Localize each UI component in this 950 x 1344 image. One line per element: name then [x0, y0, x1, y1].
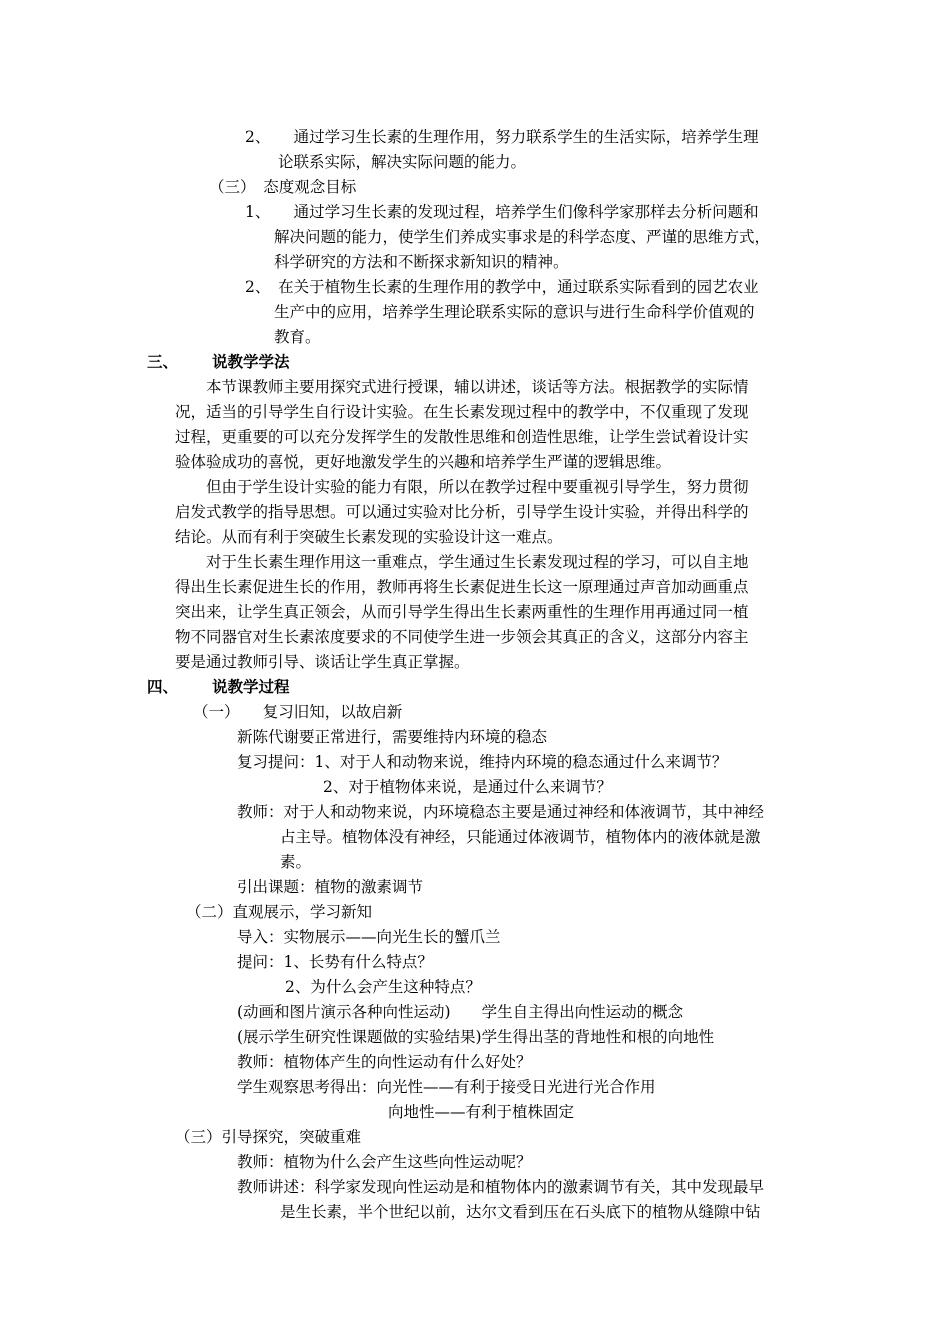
paragraph-1-line1: 本节课教师主要用探究式进行授课，辅以讲述，谈话等方法。根据教学的实际情: [206, 378, 749, 396]
subsection-3-line2: 教师讲述：科学家发现向性运动是和植物体内的激素调节有关，其中发现最早: [237, 1178, 765, 1196]
subsection-2-line5: (展示学生研究性课题做的实验结果)学生得出茎的背地性和根的向地性: [237, 1028, 715, 1046]
subsection-2-line1: 导入：实物展示——向光生长的蟹爪兰: [237, 928, 501, 946]
subsection-1-line1: 新陈代谢要正常进行，需要维持内环境的稳态: [237, 728, 548, 746]
subsection-1-line5: 占主导。植物体没有神经，只能通过体液调节，植物体内的液体就是激: [280, 828, 761, 846]
subsection-1-line6: 素。: [280, 853, 312, 871]
subsection-1-title: （一） 复习旧知，以故启新: [193, 703, 403, 721]
paragraph-1-line4: 验体验成功的喜悦，更好地激发学生的兴趣和培养学生严谨的逻辑思维。: [175, 453, 672, 471]
list-item-2b-line1: 2、 在关于植物生长素的生理作用的教学中，通过联系实际看到的园艺农业: [245, 278, 759, 296]
subsection-3-title: （三）引导探究，突破重难: [175, 1128, 362, 1146]
subsection-2-line8: 向地性——有利于植株固定: [388, 1103, 575, 1121]
subsection-2-line2: 提问：1、长势有什么特点？: [237, 953, 433, 971]
paragraph-3-line3: 突出来，让学生真正领会，从而引导学生得出生长素两重性的生理作用再通过同一植: [175, 603, 749, 621]
list-item-2b-line3: 教育。: [274, 328, 321, 346]
paragraph-3-line2: 得出生长素促进生长的作用，教师再将生长素促进生长这一原理通过声音加动画重点: [175, 578, 749, 596]
subsection-2-line7: 学生观察思考得出：向光性——有利于接受日光进行光合作用: [237, 1078, 656, 1096]
subsection-1-line7: 引出课题：植物的激素调节: [237, 878, 424, 896]
subsection-2-line6: 教师：植物体产生的向性运动有什么好处？: [237, 1053, 532, 1071]
list-item-2-line1: 2、 通过学习生长素的生理作用，努力联系学生的生活实际，培养学生理: [245, 128, 759, 146]
subsection-3-line3: 是生长素，半个世纪以前，达尔文看到压在石头底下的植物从缝隙中钻: [280, 1203, 761, 1221]
section-3-title: 说教学学法: [212, 352, 290, 371]
subsection-2-line3: 2、为什么会产生这种特点？: [285, 978, 481, 996]
subsection-1-line4: 教师：对于人和动物来说，内环境稳态主要是通过神经和体液调节，其中神经: [237, 803, 765, 821]
paragraph-3-line1: 对于生长素生理作用这一重难点，学生通过生长素发现过程的学习，可以自主地: [206, 553, 749, 571]
subsection-1-line3: 2、对于植物体来说，是通过什么来调节？: [323, 778, 612, 796]
paragraph-1-line3: 过程，更重要的可以充分发挥学生的发散性思维和创造性思维，让学生尝试着设计实: [175, 428, 749, 446]
subsection-1-line2: 复习提问：1、对于人和动物来说，维持内环境的稳态通过什么来调节？: [237, 753, 728, 771]
paragraph-3-line4: 物不同器官对生长素浓度要求的不同使学生进一步领会其真正的含义，这部分内容主: [175, 628, 749, 646]
list-item-1-line3: 科学研究的方法和不断探求新知识的精神。: [274, 253, 569, 271]
paragraph-3-line5: 要是通过教师引导、谈话让学生真正掌握。: [175, 653, 470, 671]
list-item-2-line2: 论联系实际，解决实际问题的能力。: [278, 153, 527, 171]
list-item-2b-line2: 生产中的应用，培养学生理论联系实际的意识与进行生命科学价值观的: [274, 303, 755, 321]
list-item-1-line2: 解决问题的能力，使学生们养成实事求是的科学态度、严谨的思维方式，: [274, 228, 771, 246]
subsection-attitude-goals: （三） 态度观念目标: [209, 178, 357, 196]
subsection-2-title: （二）直观展示，学习新知: [186, 903, 373, 921]
paragraph-2-line1: 但由于学生设计实验的能力有限，所以在教学过程中要重视引导学生，努力贯彻: [206, 478, 749, 496]
subsection-3-line1: 教师：植物为什么会产生这些向性运动呢？: [237, 1153, 532, 1171]
paragraph-2-line3: 结论。从而有利于突破生长素发现的实验设计这一难点。: [175, 528, 563, 546]
section-4-number: 四、: [147, 677, 179, 696]
paragraph-1-line2: 况，适当的引导学生自行设计实验。在生长素发现过程中的教学中，不仅重现了发现: [175, 403, 749, 421]
section-4-title: 说教学过程: [212, 677, 290, 696]
section-3-number: 三、: [147, 352, 179, 371]
subsection-2-line4: (动画和图片演示各种向性运动) 学生自主得出向性运动的概念: [237, 1003, 684, 1021]
list-item-1-line1: 1、 通过学习生长素的发现过程，培养学生们像科学家那样去分析问题和: [245, 203, 759, 221]
paragraph-2-line2: 启发式教学的指导思想。可以通过实验对比分析，引导学生设计实验，并得出科学的: [175, 503, 749, 521]
